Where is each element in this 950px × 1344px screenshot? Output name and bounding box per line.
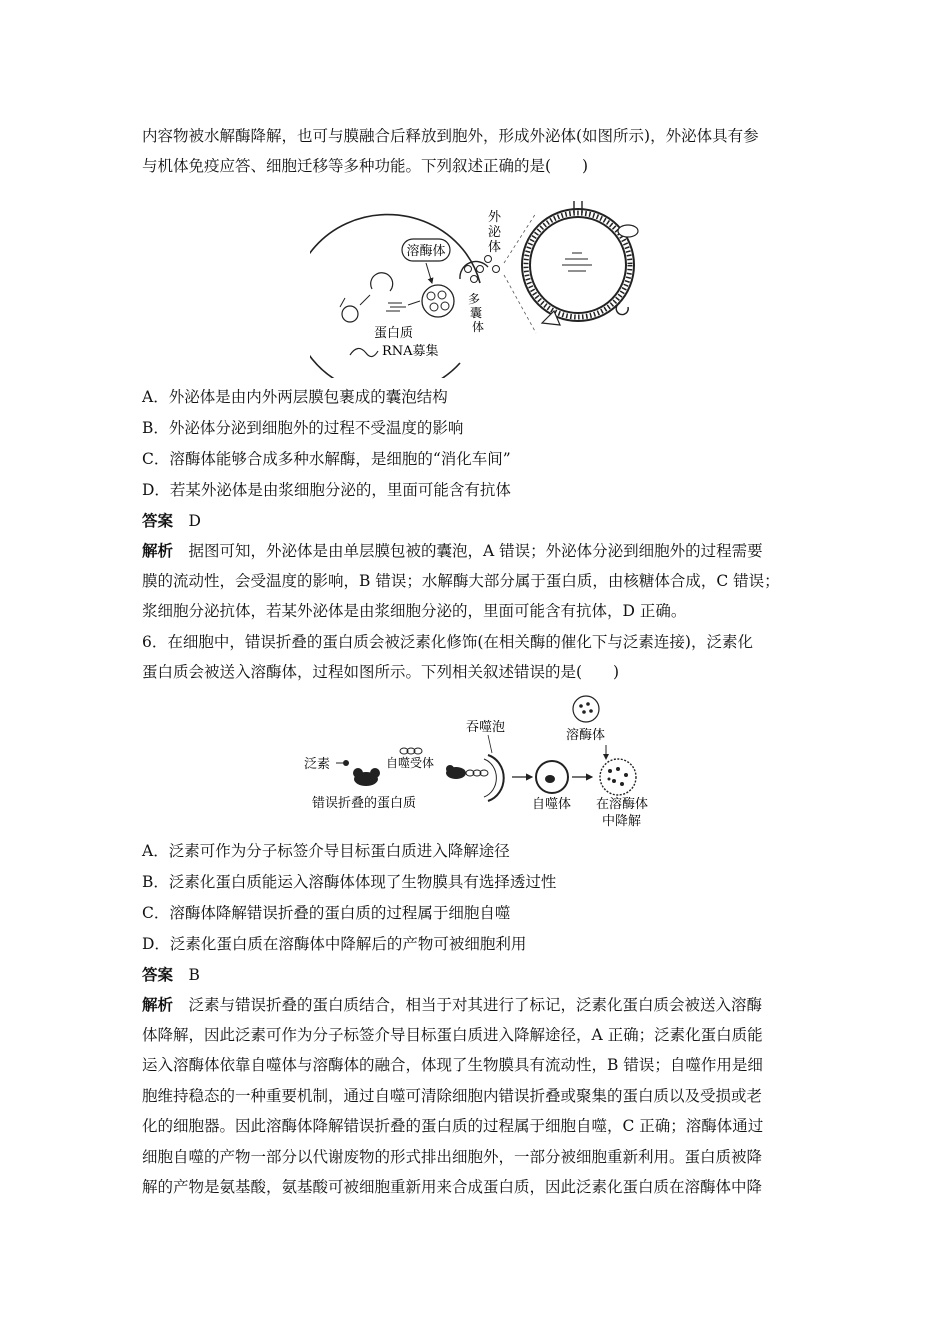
q5-option-b: B．外泌体分泌到细胞外的过程不受温度的影响 <box>142 419 464 437</box>
q6-analysis-label: 解析 <box>142 995 174 1014</box>
q6-stem-line-1: 6．在细胞中，错误折叠的蛋白质会被泛素化修饰(在相关酶的催化下与泛素连接)，泛素化 <box>142 633 753 651</box>
label-mvb-1: 多 <box>468 292 481 306</box>
label-mvb-3: 体 <box>472 320 485 334</box>
label-degrade-2: 中降解 <box>602 814 642 829</box>
label-exosome-1: 外 <box>488 210 502 225</box>
q5-stem-line-1: 内容物被水解酶降解，也可与膜融合后释放到胞外，形成外泌体(如图所示)，外泌体具有参 <box>142 127 759 145</box>
q6-stem-line-2: 蛋白质会被送入溶酶体，过程如图所示。下列相关叙述错误的是( ) <box>142 663 620 681</box>
q6-answer-label: 答案 <box>142 965 174 984</box>
q6-analysis-line-2: 体降解，因此泛素可作为分子标签介导目标蛋白质进入降解途径，A 正确；泛素化蛋白质能 <box>142 1026 763 1044</box>
q5-answer-row <box>142 511 201 531</box>
autophagy-figure <box>300 693 670 833</box>
label-exosome-2: 泌 <box>488 225 502 240</box>
q6-option-a: A．泛素可作为分子标签介导目标蛋白质进入降解途径 <box>142 842 510 860</box>
q5-option-d: D．若某外泌体是由浆细胞分泌的，里面可能含有抗体 <box>142 481 511 499</box>
q5-answer-label: 答案 <box>142 511 174 530</box>
label-ubiquitin: 泛素 <box>304 757 331 772</box>
exosome-figure <box>310 183 640 378</box>
q5-answer-value: D <box>188 512 201 530</box>
label-mvb-2: 囊 <box>470 306 483 320</box>
q5-stem-line-2: 与机体免疫应答、细胞迁移等多种功能。下列叙述正确的是( ) <box>142 157 589 175</box>
label-autophagosome: 自噬体 <box>532 797 572 812</box>
q5-option-a: A．外泌体是由内外两层膜包裹成的囊泡结构 <box>142 388 448 406</box>
q6-analysis-line-6: 细胞自噬的产物一部分以代谢废物的形式排出细胞外，一部分被细胞重新利用。蛋白质被降 <box>142 1148 763 1166</box>
q5-analysis-line-1: 解析 据图可知，外泌体是由单层膜包被的囊泡，A 错误；外泌体分泌到细胞外的过程需要 <box>142 541 763 560</box>
label-protein: 蛋白质 <box>374 326 414 341</box>
label-phagophore: 吞噬泡 <box>466 720 506 735</box>
q6-option-c: C．溶酶体降解错误折叠的蛋白质的过程属于细胞自噬 <box>142 904 511 922</box>
label-lysosome: 溶酶体 <box>406 244 446 259</box>
label-exosome-3: 体 <box>488 240 502 255</box>
q6-answer-row <box>142 965 200 985</box>
q6-analysis-line-4: 胞维持稳态的一种重要机制，通过自噬可清除细胞内错误折叠或聚集的蛋白质以及受损或老 <box>142 1087 763 1105</box>
q5-analysis-line-3: 浆细胞分泌抗体，若某外泌体是由浆细胞分泌的，里面可能含有抗体，D 正确。 <box>142 602 687 620</box>
q5-analysis-label: 解析 <box>142 541 174 560</box>
label-misfolded: 错误折叠的蛋白质 <box>312 796 417 811</box>
q6-analysis-line-7: 解的产物是氨基酸，氨基酸可被细胞重新用来合成蛋白质，因此泛素化蛋白质在溶酶体中降 <box>142 1178 763 1196</box>
label-q6-lysosome: 溶酶体 <box>566 728 606 743</box>
label-rna: RNA募集 <box>382 344 439 359</box>
q6-answer-value: B <box>188 966 200 984</box>
q5-analysis-line-2: 膜的流动性，会受温度的影响，B 错误；水解酶大部分属于蛋白质，由核糖体合成，C 错误； <box>142 572 780 590</box>
label-degrade-1: 在溶酶体 <box>596 797 649 812</box>
q6-analysis-line-1: 解析 泛素与错误折叠的蛋白质结合，相当于对其进行了标记，泛素化蛋白质会被送入溶酶 <box>142 995 763 1014</box>
q5-option-c: C．溶酶体能够合成多种水解酶，是细胞的“消化车间” <box>142 450 511 468</box>
q6-analysis-line-5: 化的细胞器。因此溶酶体降解错误折叠的蛋白质的过程属于细胞自噬，C 正确；溶酶体通过 <box>142 1117 764 1135</box>
q6-option-d: D．泛素化蛋白质在溶酶体中降解后的产物可被细胞利用 <box>142 935 527 953</box>
q6-analysis-line-3: 运入溶酶体依靠自噬体与溶酶体的融合，体现了生物膜具有流动性，B 错误；自噬作用是细 <box>142 1056 763 1074</box>
label-receptor: 自噬受体 <box>386 756 435 770</box>
q6-option-b: B．泛素化蛋白质能运入溶酶体体现了生物膜具有选择透过性 <box>142 873 557 891</box>
